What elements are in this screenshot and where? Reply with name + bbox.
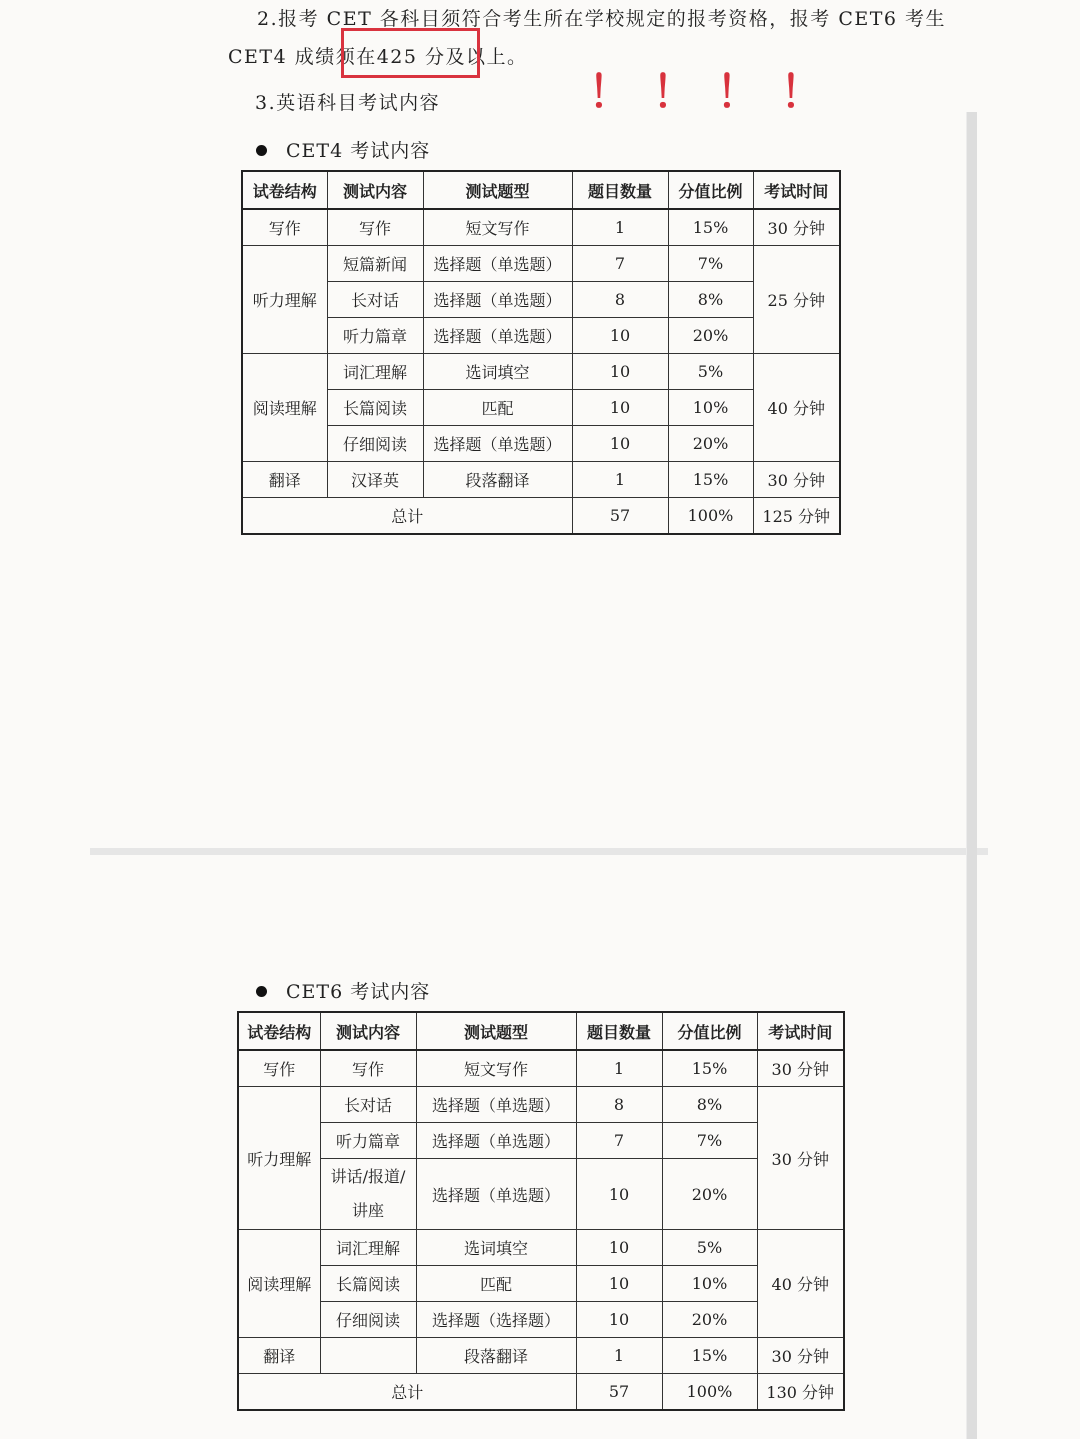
time-cell: 30 分钟 xyxy=(757,1338,844,1374)
count-cell: 10 xyxy=(576,1159,662,1230)
table-row xyxy=(238,1159,844,1230)
part-cell: 听力理解 xyxy=(242,246,327,354)
table-row xyxy=(238,1338,844,1374)
time-cell: 30 分钟 xyxy=(753,462,840,498)
table-header-row xyxy=(238,1012,844,1050)
time-cell: 40 分钟 xyxy=(757,1230,844,1338)
total-label: 总计 xyxy=(242,498,572,535)
content-cell xyxy=(320,1338,416,1374)
type-cell: 选择题（单选题） xyxy=(423,282,572,318)
type-cell: 选词填空 xyxy=(423,354,572,390)
column-header: 题目数量 xyxy=(572,171,668,209)
content-line: 讲座 xyxy=(351,1201,384,1220)
column-header: 考试时间 xyxy=(753,171,840,209)
part-cell: 写作 xyxy=(242,209,327,246)
ratio-cell: 8% xyxy=(668,282,753,318)
cet4-heading xyxy=(256,136,430,163)
type-cell: 选择题（单选题） xyxy=(416,1159,576,1230)
column-header: 试卷结构 xyxy=(238,1012,320,1050)
ratio-cell: 5% xyxy=(662,1230,757,1266)
table-row xyxy=(238,1230,844,1266)
ratio-cell: 10% xyxy=(668,390,753,426)
cet4-table xyxy=(241,170,841,535)
highlight-box xyxy=(341,28,480,78)
part-cell: 阅读理解 xyxy=(242,354,327,462)
column-header: 测试题型 xyxy=(423,171,572,209)
count-cell: 10 xyxy=(572,318,668,354)
count-cell: 1 xyxy=(576,1050,662,1087)
table-row xyxy=(238,1123,844,1159)
ratio-cell: 15% xyxy=(668,209,753,246)
table-row xyxy=(242,354,840,390)
content-cell: 听力篇章 xyxy=(320,1123,416,1159)
time-cell: 40 分钟 xyxy=(753,354,840,462)
type-cell: 选择题（单选题） xyxy=(423,246,572,282)
table-row xyxy=(242,390,840,426)
type-cell: 短文写作 xyxy=(416,1050,576,1087)
cet6-table xyxy=(237,1011,845,1411)
type-cell: 匹配 xyxy=(423,390,572,426)
column-header: 测试内容 xyxy=(327,171,423,209)
content-cell: 词汇理解 xyxy=(320,1230,416,1266)
part-cell: 翻译 xyxy=(238,1338,320,1374)
type-cell: 匹配 xyxy=(416,1266,576,1302)
count-cell: 10 xyxy=(572,390,668,426)
total-row xyxy=(238,1374,844,1411)
ratio-cell: 20% xyxy=(668,426,753,462)
type-cell: 选词填空 xyxy=(416,1230,576,1266)
content-cell: 短篇新闻 xyxy=(327,246,423,282)
column-header: 测试题型 xyxy=(416,1012,576,1050)
part-cell: 阅读理解 xyxy=(238,1230,320,1338)
type-cell: 选择题（选择题） xyxy=(416,1302,576,1338)
table-row xyxy=(242,462,840,498)
count-cell: 10 xyxy=(572,426,668,462)
time-cell: 30 分钟 xyxy=(757,1050,844,1087)
total-count: 57 xyxy=(572,498,668,535)
rule-2-line-2-prefix: CET4 成绩须在 xyxy=(228,46,377,68)
count-cell: 10 xyxy=(576,1302,662,1338)
content-cell: 听力篇章 xyxy=(327,318,423,354)
ratio-cell: 10% xyxy=(662,1266,757,1302)
cet4-heading-text: CET4 考试内容 xyxy=(286,140,431,162)
content-cell: 词汇理解 xyxy=(327,354,423,390)
ratio-cell: 5% xyxy=(668,354,753,390)
time-cell: 25 分钟 xyxy=(753,246,840,354)
content-cell: 汉译英 xyxy=(327,462,423,498)
table-row xyxy=(242,426,840,462)
ratio-cell: 7% xyxy=(662,1123,757,1159)
content-cell: 长篇阅读 xyxy=(327,390,423,426)
type-cell: 选择题（单选题） xyxy=(416,1123,576,1159)
table-row xyxy=(242,282,840,318)
total-ratio: 100% xyxy=(662,1374,757,1411)
content-cell: 仔细阅读 xyxy=(320,1302,416,1338)
time-cell: 30 分钟 xyxy=(757,1087,844,1230)
total-label: 总计 xyxy=(238,1374,576,1411)
ratio-cell: 8% xyxy=(662,1087,757,1123)
count-cell: 8 xyxy=(572,282,668,318)
part-cell: 翻译 xyxy=(242,462,327,498)
content-cell xyxy=(320,1159,416,1230)
content-cell: 长篇阅读 xyxy=(320,1266,416,1302)
count-cell: 8 xyxy=(576,1087,662,1123)
ratio-cell: 15% xyxy=(668,462,753,498)
exclamation-marks: ！！！！ xyxy=(588,67,844,118)
content-cell: 长对话 xyxy=(320,1087,416,1123)
type-cell: 段落翻译 xyxy=(416,1338,576,1374)
total-time: 125 分钟 xyxy=(753,498,840,535)
ratio-cell: 7% xyxy=(668,246,753,282)
table-row xyxy=(242,318,840,354)
part-cell: 写作 xyxy=(238,1050,320,1087)
column-header: 分值比例 xyxy=(668,171,753,209)
content-cell: 仔细阅读 xyxy=(327,426,423,462)
bullet-icon xyxy=(256,145,267,156)
ratio-cell: 20% xyxy=(668,318,753,354)
table-row xyxy=(238,1302,844,1338)
ratio-cell: 15% xyxy=(662,1338,757,1374)
table-row xyxy=(242,209,840,246)
column-header: 分值比例 xyxy=(662,1012,757,1050)
type-cell: 选择题（单选题） xyxy=(423,318,572,354)
rule-3-heading: 3.英语科目考试内容 xyxy=(255,92,441,114)
count-cell: 7 xyxy=(576,1123,662,1159)
count-cell: 1 xyxy=(572,209,668,246)
total-count: 57 xyxy=(576,1374,662,1411)
type-cell: 选择题（单选题） xyxy=(416,1087,576,1123)
scrollbar-track[interactable] xyxy=(966,112,977,1439)
time-cell: 30 分钟 xyxy=(753,209,840,246)
total-ratio: 100% xyxy=(668,498,753,535)
total-time: 130 分钟 xyxy=(757,1374,844,1411)
table-row xyxy=(238,1050,844,1087)
content-cell: 长对话 xyxy=(327,282,423,318)
total-row xyxy=(242,498,840,535)
content-cell: 写作 xyxy=(327,209,423,246)
type-cell: 选择题（单选题） xyxy=(423,426,572,462)
table-header-row xyxy=(242,171,840,209)
count-cell: 10 xyxy=(576,1266,662,1302)
table-row xyxy=(238,1087,844,1123)
cet6-heading xyxy=(256,977,430,1004)
content-line: 讲话/报道/ xyxy=(330,1167,406,1186)
count-cell: 1 xyxy=(572,462,668,498)
ratio-cell: 20% xyxy=(662,1302,757,1338)
cet6-heading-text: CET6 考试内容 xyxy=(286,981,431,1003)
table-row xyxy=(238,1266,844,1302)
ratio-cell: 15% xyxy=(662,1050,757,1087)
ratio-cell: 20% xyxy=(662,1159,757,1230)
bullet-icon xyxy=(256,986,267,997)
page-separator xyxy=(90,848,988,855)
count-cell: 10 xyxy=(576,1230,662,1266)
column-header: 题目数量 xyxy=(576,1012,662,1050)
type-cell: 短文写作 xyxy=(423,209,572,246)
rule-2-line-1: 2.报考 CET 各科目须符合考生所在学校规定的报考资格，报考 CET6 考生 xyxy=(257,8,947,30)
count-cell: 10 xyxy=(572,354,668,390)
count-cell: 7 xyxy=(572,246,668,282)
table-row xyxy=(242,246,840,282)
column-header: 考试时间 xyxy=(757,1012,844,1050)
content-cell: 写作 xyxy=(320,1050,416,1087)
part-cell: 听力理解 xyxy=(238,1087,320,1230)
type-cell: 段落翻译 xyxy=(423,462,572,498)
count-cell: 1 xyxy=(576,1338,662,1374)
column-header: 试卷结构 xyxy=(242,171,327,209)
rule-2-highlighted-score: 425 分及以上。 xyxy=(376,46,528,68)
column-header: 测试内容 xyxy=(320,1012,416,1050)
